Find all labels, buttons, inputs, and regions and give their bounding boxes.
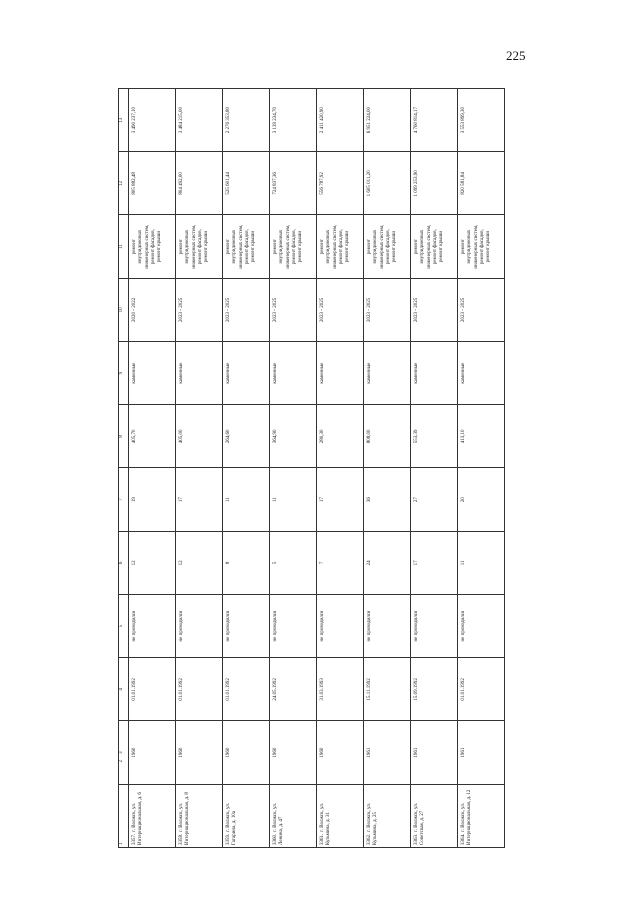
cell-area: 364,90: [270, 405, 317, 468]
address-text: г. Волжск, ул. Кузьмина, д. 31: [320, 802, 332, 845]
works-line: ремонт крыши: [486, 230, 491, 263]
cell-date: 01.01.1992: [458, 658, 505, 721]
works-line: внутридомовых: [138, 229, 144, 264]
works-line: внутридомовых: [420, 229, 426, 264]
housing-repair-table: [118, 88, 505, 848]
cell-area: 405,70: [129, 405, 176, 468]
cell-address: [176, 784, 223, 847]
cell-apts: 36: [364, 468, 411, 531]
column-header-1: [119, 760, 129, 847]
row-number: 3360.: [273, 833, 278, 845]
cell-material: каменные: [176, 342, 223, 405]
cell-apts: 17: [317, 468, 364, 531]
cell-year: 1960: [317, 721, 364, 784]
row-number: 3362.: [367, 833, 372, 845]
works-line: ремонт фасадов,: [432, 229, 438, 265]
row-number: 3361.: [320, 833, 325, 845]
column-header-4: 4: [119, 658, 129, 721]
works-line: ремонт фасадов,: [150, 229, 156, 265]
column-header-2-label: 2: [119, 760, 124, 763]
cell-cost2: 2 276 353,80: [223, 89, 270, 152]
address-text: г. Волжск, ул. Гагарина, д. 10а: [226, 802, 238, 845]
cell-area: 405,00: [176, 405, 223, 468]
cell-works: [364, 215, 411, 278]
table-row: [411, 89, 458, 848]
works-line: ремонт фасадов,: [479, 229, 485, 265]
cell-works: [129, 215, 176, 278]
table-row: [270, 89, 317, 848]
cell-period: 2023 - 2025: [317, 278, 364, 341]
row-number: 3357.: [132, 833, 137, 845]
address-text: г. Волжск, ул. Кузьмина, д. 25: [367, 802, 379, 845]
table-row: [458, 89, 505, 848]
cell-cost1: 805 882,48: [129, 152, 176, 215]
column-header-10: 10: [119, 278, 129, 341]
cell-works: [411, 215, 458, 278]
cell-address: [411, 784, 458, 847]
cell-apts: 27: [411, 468, 458, 531]
works-line: инженерных систем,: [473, 224, 479, 269]
cell-year: 1960: [176, 721, 223, 784]
rotated-table-container: [118, 88, 514, 848]
cell-cost2: 3 553 899,30: [458, 89, 505, 152]
cell-year: 1960: [270, 721, 317, 784]
cell-repair: не проводился: [411, 595, 458, 658]
cell-address: [317, 784, 364, 847]
cell-area: 264,60: [223, 405, 270, 468]
column-header-13: 13: [119, 89, 129, 152]
cell-material: каменные: [223, 342, 270, 405]
row-number: 3363.: [414, 833, 419, 845]
cell-floors: 7: [317, 531, 364, 594]
works-line: ремонт крыши: [392, 230, 397, 263]
cell-works: [223, 215, 270, 278]
works-line: внутридомовых: [326, 229, 332, 264]
cell-area: 413,10: [458, 405, 505, 468]
works-line: внутридомовых: [279, 229, 285, 264]
works-line: ремонт крыши: [204, 230, 209, 263]
cell-cost2: 3 139 234,70: [270, 89, 317, 152]
column-header-6: 6: [119, 531, 129, 594]
works-line: ремонт: [367, 239, 372, 255]
cell-area: 553,39: [411, 405, 458, 468]
cell-address: [458, 784, 505, 847]
row-number: 3359.: [226, 833, 231, 845]
column-header-1-label: 1: [119, 842, 124, 845]
cell-address: [129, 784, 176, 847]
cell-period: 2023 - 2025: [458, 278, 505, 341]
cell-period: 2023 - 2025: [411, 278, 458, 341]
page-number: 225: [506, 48, 526, 63]
works-line: ремонт фасадов,: [385, 229, 391, 265]
cell-repair: не проводился: [458, 595, 505, 658]
table-row: [364, 89, 411, 848]
cell-cost2: 3 490 237,10: [129, 89, 176, 152]
cell-date: 24.05.1992: [270, 658, 317, 721]
cell-cost1: 1 099 253,90: [411, 152, 458, 215]
cell-year: 1960: [223, 721, 270, 784]
cell-cost1: 804 492,00: [176, 152, 223, 215]
cell-cost1: 1 605 011,20: [364, 152, 411, 215]
cell-repair: не проводился: [223, 595, 270, 658]
works-line: ремонт фасадов,: [338, 229, 344, 265]
table-body: [129, 89, 505, 848]
cell-date: 15.11.1992: [364, 658, 411, 721]
works-line: ремонт крыши: [251, 230, 256, 263]
cell-date: 31.03.1993: [317, 658, 364, 721]
cell-material: каменные: [364, 342, 411, 405]
address-text: г. Волжск, ул. Интернациональная, д. 6: [132, 792, 144, 845]
cell-period: 2023 - 2025: [270, 278, 317, 341]
cell-floors: 12: [129, 531, 176, 594]
works-line: инженерных систем,: [238, 224, 244, 269]
works-line: ремонт фасадов,: [291, 229, 297, 265]
works-line: ремонт крыши: [345, 230, 350, 263]
cell-cost1: 820 581,84: [458, 152, 505, 215]
column-header-11: 11: [119, 215, 129, 278]
works-line: ремонт крыши: [298, 230, 303, 263]
cell-material: каменные: [411, 342, 458, 405]
cell-cost2: 2 411 420,90: [317, 89, 364, 152]
cell-material: каменные: [317, 342, 364, 405]
works-line: инженерных систем,: [144, 224, 150, 269]
cell-floors: 24: [364, 531, 411, 594]
address-text: г. Волжск, ул. Ленина, д. 47: [273, 802, 285, 845]
cell-area: 280,30: [317, 405, 364, 468]
cell-period: 2023 - 2025: [223, 278, 270, 341]
cell-repair: не проводился: [270, 595, 317, 658]
row-number: 3364.: [461, 833, 466, 845]
cell-date: 01.01.1992: [176, 658, 223, 721]
cell-cost1: 556 787,92: [317, 152, 364, 215]
column-number-row: [119, 89, 129, 848]
cell-year: 1961: [364, 721, 411, 784]
column-header-3: 3: [119, 721, 129, 784]
address-text: г. Волжск, ул. Советская, д. 27: [414, 802, 426, 845]
works-line: ремонт: [132, 239, 137, 255]
column-header-12: 12: [119, 152, 129, 215]
cell-floors: 17: [411, 531, 458, 594]
table-row: [129, 89, 176, 848]
cell-apts: 19: [129, 468, 176, 531]
cell-floors: 11: [458, 531, 505, 594]
column-header-5: 5: [119, 595, 129, 658]
table-row: [317, 89, 364, 848]
cell-date: 01.01.1992: [129, 658, 176, 721]
cell-apts: 17: [176, 468, 223, 531]
works-line: ремонт: [320, 239, 325, 255]
cell-repair: не проводился: [317, 595, 364, 658]
cell-period: 2020 - 2022: [129, 278, 176, 341]
cell-floors: 12: [176, 531, 223, 594]
works-line: инженерных систем,: [379, 224, 385, 269]
works-line: инженерных систем,: [285, 224, 291, 269]
cell-cost1: 724 837,36: [270, 152, 317, 215]
works-line: внутридомовых: [185, 229, 191, 264]
works-line: внутридомовых: [373, 229, 379, 264]
cell-repair: не проводился: [176, 595, 223, 658]
works-line: ремонт крыши: [439, 230, 444, 263]
works-line: инженерных систем,: [426, 224, 432, 269]
column-header-7: 7: [119, 468, 129, 531]
cell-repair: не проводился: [129, 595, 176, 658]
works-line: инженерных систем,: [332, 224, 338, 269]
cell-year: 1961: [458, 721, 505, 784]
cell-apts: 11: [270, 468, 317, 531]
works-line: ремонт: [273, 239, 278, 255]
cell-address: [364, 784, 411, 847]
works-line: внутридомовых: [232, 229, 238, 264]
cell-material: каменные: [270, 342, 317, 405]
works-line: ремонт: [179, 239, 184, 255]
works-line: ремонт: [461, 239, 466, 255]
cell-area: 808,00: [364, 405, 411, 468]
cell-date: 01.01.1992: [223, 658, 270, 721]
cell-floors: 8: [223, 531, 270, 594]
works-line: ремонт фасадов,: [244, 229, 250, 265]
column-header-8: 8: [119, 405, 129, 468]
table-row: [176, 89, 223, 848]
cell-period: 2023 - 2025: [176, 278, 223, 341]
cell-cost2: 4 760 814,17: [411, 89, 458, 152]
cell-date: 15.09.1992: [411, 658, 458, 721]
row-number: 3358.: [179, 833, 184, 845]
cell-cost1: 525 601,44: [223, 152, 270, 215]
cell-cost2: 6 951 224,00: [364, 89, 411, 152]
works-line: ремонт: [226, 239, 231, 255]
cell-address: [223, 784, 270, 847]
column-header-9: 9: [119, 342, 129, 405]
cell-period: 2023 - 2025: [364, 278, 411, 341]
address-text: г. Волжск, ул. Интернациональная, д. 8: [179, 792, 191, 845]
table-row: [223, 89, 270, 848]
cell-floors: 5: [270, 531, 317, 594]
works-line: ремонт крыши: [157, 230, 162, 263]
cell-repair: не проводился: [364, 595, 411, 658]
cell-works: [270, 215, 317, 278]
cell-works: [176, 215, 223, 278]
cell-year: 1960: [129, 721, 176, 784]
cell-apts: 11: [223, 468, 270, 531]
cell-material: каменные: [458, 342, 505, 405]
works-line: внутридомовых: [467, 229, 473, 264]
works-line: ремонт фасадов,: [197, 229, 203, 265]
cell-address: [270, 784, 317, 847]
cell-material: каменные: [129, 342, 176, 405]
cell-works: [317, 215, 364, 278]
works-line: ремонт: [414, 239, 419, 255]
address-text: г. Волжск, ул. Интернациональная, д. 12: [461, 789, 473, 845]
cell-works: [458, 215, 505, 278]
works-line: инженерных систем,: [191, 224, 197, 269]
cell-apts: 20: [458, 468, 505, 531]
cell-cost2: 3 484 215,00: [176, 89, 223, 152]
cell-year: 1961: [411, 721, 458, 784]
